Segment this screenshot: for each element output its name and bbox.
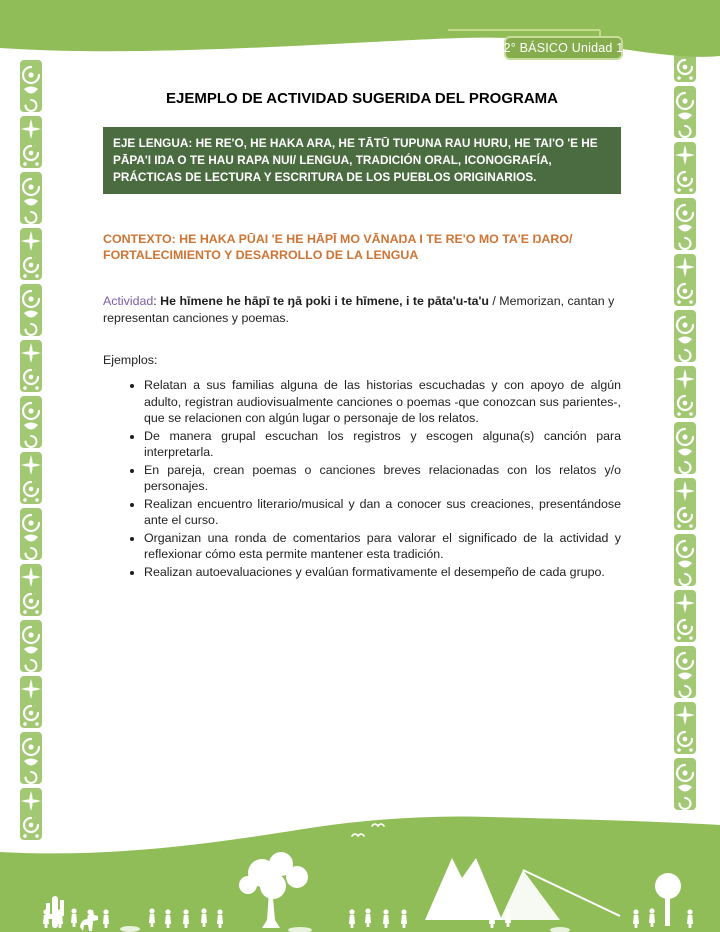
ejemplos-heading: Ejemplos: bbox=[103, 353, 158, 367]
contexto-heading bbox=[103, 231, 621, 263]
ejemplos-list bbox=[103, 377, 621, 580]
document-content bbox=[103, 0, 621, 581]
bottom-landscape bbox=[0, 811, 720, 932]
eje-lengua-text: EJE LENGUA: HE RE'O, HE HAKA ARA, HE TĀTŪ TUPUNA RAU HURU, HE TAI'O 'E HE PĀPA'I IŊA O TE HAU RAPA NUI/ LENGUA, TRADICIÓN ORAL, ICONOGRAFÍA, PRÁCTICAS DE LECTURA Y ESCRITURA DE LOS PUEBLOS ORIGINARIOS. bbox=[113, 136, 598, 184]
actividad-spanish-text: / Memorizan, cantan y representan canciones y poemas. bbox=[103, 294, 615, 325]
example-item: • En pareja, crean poemas o canciones breves relacionadas con los relatos y/o personajes. bbox=[144, 462, 621, 495]
eje-lengua-box bbox=[103, 127, 621, 194]
example-item: • Organizan una ronda de comentarios para valorar el significado de la actividad y reflexionar cómo esta permite mantener esta tradición. bbox=[144, 530, 621, 563]
page-title: EJEMPLO DE ACTIVIDAD SUGERIDA DEL PROGRAMA bbox=[166, 90, 558, 107]
example-item: • De manera grupal escuchan los registros y escogen alguna(s) canción para interpretarla. bbox=[144, 428, 621, 461]
actividad-rapanui-text: He hīmene he hāpī te ŋā poki i te hīmene, i te pāta'u-ta'u bbox=[160, 294, 489, 308]
right-border-pattern bbox=[674, 30, 696, 810]
contexto-line1: CONTEXTO: HE HAKA PŪAI 'E HE HĀPĪ MO VĀNAŊA I TE RE'O MO TA'E ŊARO/ bbox=[103, 232, 573, 246]
actividad-label: Actividad bbox=[103, 294, 154, 308]
contexto-line2: FORTALECIMIENTO Y DESARROLLO DE LA LENGUA bbox=[103, 248, 419, 262]
left-border-pattern bbox=[20, 60, 42, 840]
unit-badge: 2° BÁSICO Unidad 1 bbox=[504, 36, 623, 60]
example-item: • Realizan autoevaluaciones y evalúan formativamente el desempeño de cada grupo. bbox=[144, 564, 621, 581]
actividad-paragraph bbox=[103, 293, 621, 326]
example-item: • Relatan a sus familias alguna de las historias escuchadas y con apoyo de algún adulto, registran audiovisualmente canciones o poemas -que conozcan sus parientes-, que se relacionen con algún lugar o personaje de los relatos. bbox=[144, 377, 621, 427]
example-item: • Realizan encuentro literario/musical y dan a conocer sus creaciones, presentándose ante el curso. bbox=[144, 496, 621, 529]
actividad-separator: : bbox=[153, 294, 161, 308]
